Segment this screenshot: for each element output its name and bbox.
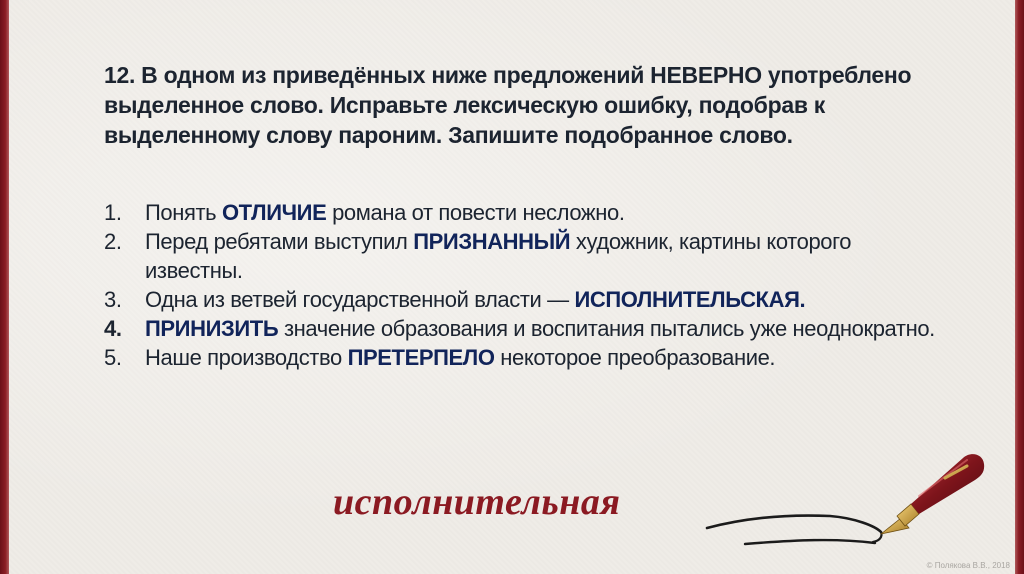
item-text-after: художник, картины которого известны. [145, 229, 852, 283]
item-number: 3. [104, 287, 122, 312]
fountain-pen-icon [705, 448, 990, 558]
item-keyword: ПРИЗНАННЫЙ [413, 229, 571, 254]
item-keyword: ОТЛИЧИЕ [221, 200, 327, 225]
item-text-before: Перед ребятами выступил [145, 229, 414, 254]
list-item [104, 227, 954, 285]
answer-word: исполнительная [333, 481, 621, 523]
list-item [104, 198, 954, 227]
item-text-after: романа от повести несложно. [326, 200, 625, 225]
item-keyword: ИСПОЛНИТЕЛЬСКАЯ. [574, 287, 806, 312]
item-text-before: Одна из ветвей государственной власти — [145, 287, 575, 312]
task-statement: 12. В одном из приведённых ниже предложений НЕВЕРНО употреблено выделенное слово. Исправьте лексическую ошибку, подобрав к выделенному слову пароним. Запишите подобранное слово. [104, 62, 912, 148]
item-keyword: ПРЕТЕРПЕЛО [347, 345, 495, 370]
item-text-after: некоторое преобразование. [494, 345, 776, 370]
list-item [104, 343, 954, 372]
item-keyword: ПРИНИЗИТЬ [145, 316, 279, 341]
item-number: 4. [104, 316, 122, 341]
left-edge-decoration [0, 0, 9, 574]
item-number: 5. [104, 345, 122, 370]
copyright-note: © Полякова В.В., 2018 [926, 561, 1010, 570]
item-number: 1. [104, 200, 122, 225]
item-text-after: значение образования и воспитания пытались уже неоднократно. [278, 316, 935, 341]
item-number: 2. [104, 229, 122, 254]
list-item [104, 314, 954, 343]
list-item [104, 285, 954, 314]
item-text-before: Наше производство [145, 345, 348, 370]
right-edge-decoration [1015, 0, 1024, 574]
item-text-before: Понять [145, 200, 222, 225]
sentence-list [104, 198, 954, 372]
